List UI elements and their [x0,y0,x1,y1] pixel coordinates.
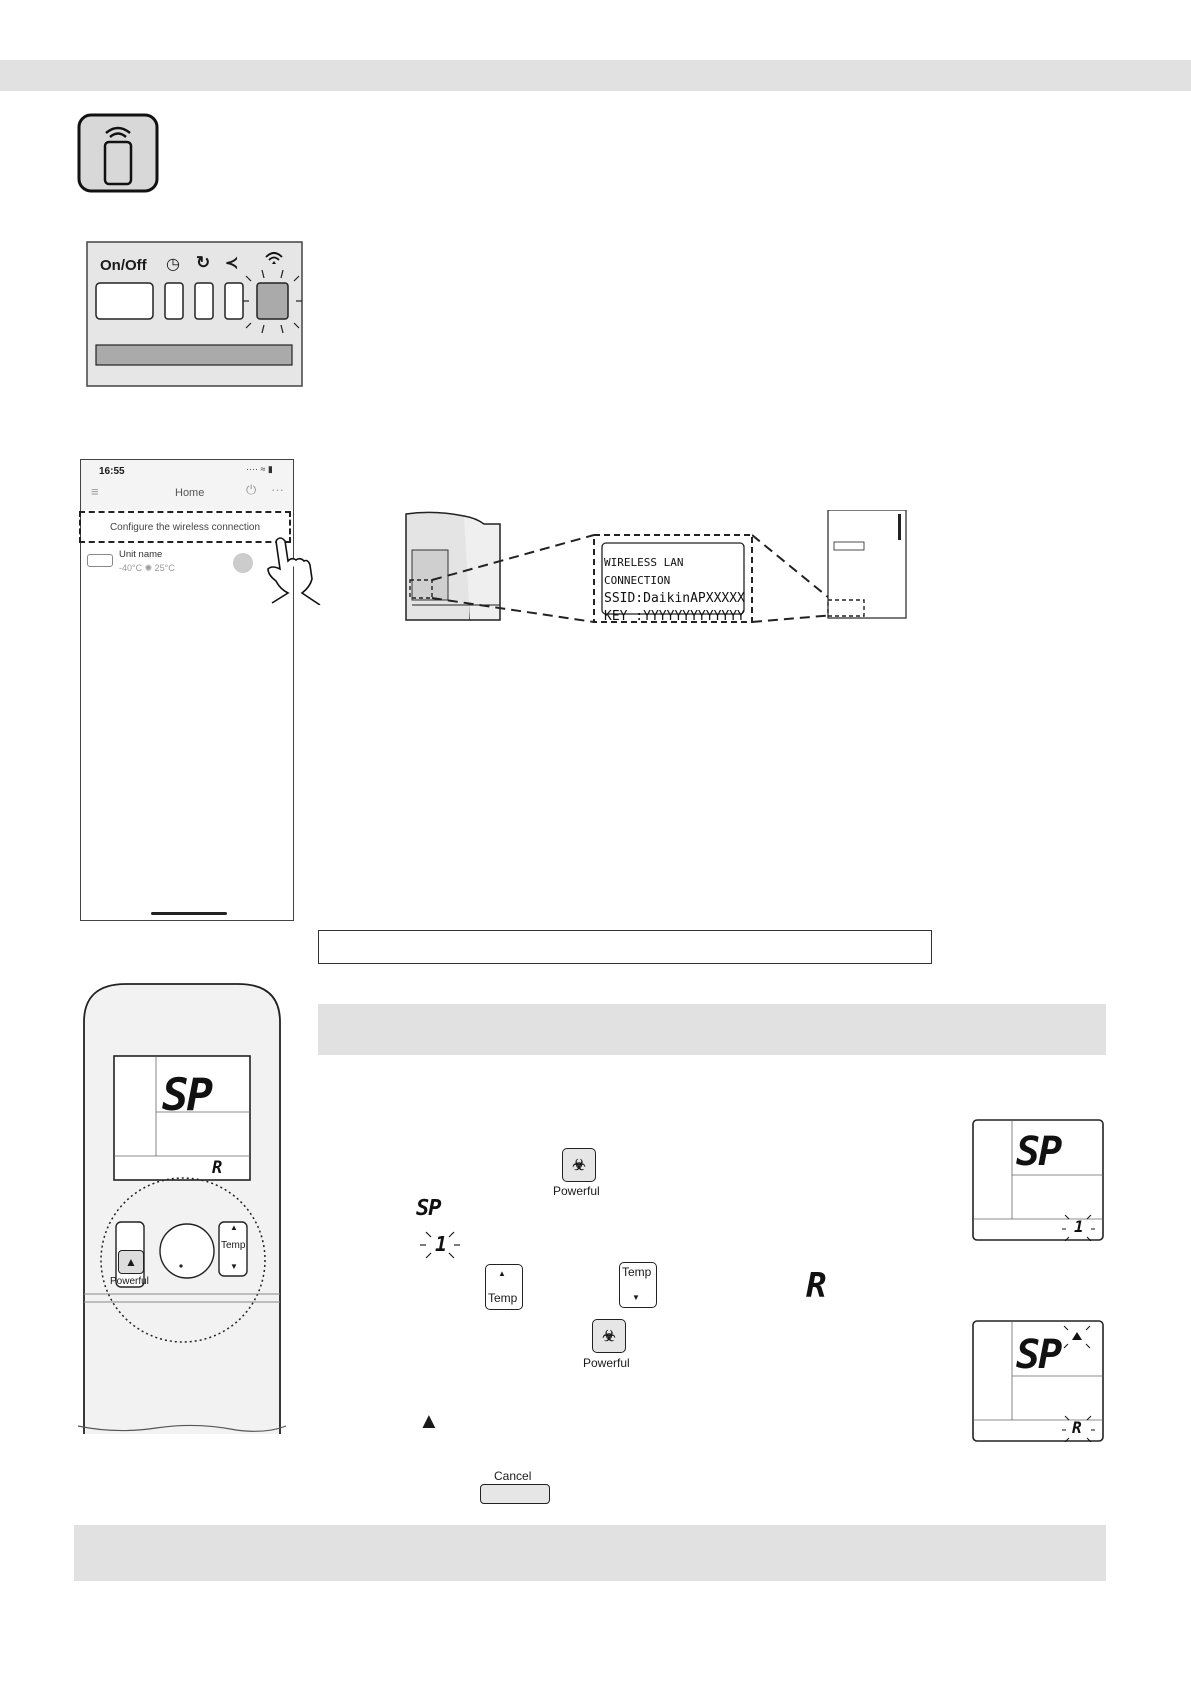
section-bar [318,1004,1106,1055]
cancel-button[interactable] [480,1484,550,1504]
lcd-b-sub: R [1072,1418,1082,1437]
indoor-unit-label-illustration [404,510,907,630]
footer-bar [74,1525,1106,1581]
power-icon[interactable]: ⏻ [246,482,257,497]
step-temp-down-button[interactable] [619,1262,657,1308]
refresh-icon: ↻ [196,253,211,272]
powerful-button[interactable]: ▲ [118,1250,144,1274]
wifi-icon [264,250,284,273]
step-temp-down-label: Temp [622,1265,652,1279]
step-one-symbol: 1 [435,1232,448,1256]
step-powerful-button-2[interactable]: ☣ [592,1319,628,1355]
hand-pointer-icon [262,535,322,610]
step-powerful-label-1: Powerful [553,1184,600,1198]
cancel-label: Cancel [494,1469,532,1483]
remote-display-sub: R [212,1158,223,1178]
smartphone-wifi-icon [76,112,160,194]
configure-wireless-banner[interactable] [79,511,291,543]
remote-powerful-label: Powerful [110,1276,149,1287]
phone-time: 16:55 [99,466,125,477]
remote-controller [76,982,288,1434]
lcd-display-b [972,1320,1104,1442]
indoor-unit-panel [86,241,303,387]
temp-down-icon[interactable]: ▼ [230,1262,238,1271]
lcd-display-a [972,1119,1104,1241]
unit-name: Unit name [119,549,163,560]
temp-down-arrow-icon: ▼ [632,1293,640,1302]
onoff-label: On/Off [100,257,147,274]
configure-wireless-text: Configure the wireless connection [109,521,261,533]
step-a-symbol: R [806,1266,827,1306]
wlan-label-line1: WIRELESS LAN CONNECTION [604,556,684,587]
note-frame [318,930,932,964]
wlan-ssid: SSID:DaikinAPXXXXX [604,591,745,606]
wlan-key: KEY :YYYYYYYYYYYYY [604,609,745,624]
lcd-a-sub: 1 [1074,1217,1084,1236]
remote-temp-label: Temp [221,1240,246,1251]
step-blinking-one [418,1228,462,1262]
phone-title: Home [175,487,205,499]
unit-toggle-icon[interactable] [233,553,253,573]
step-powerful-label-2: Powerful [583,1356,630,1370]
temp-up-arrow-icon: ▲ [498,1269,506,1278]
menu-icon[interactable]: ≡ [91,484,99,499]
step-temp-up-button[interactable] [485,1264,523,1310]
step-sp-symbol: SP [416,1196,441,1221]
phone-app-screen [80,459,294,921]
step-powerful-button-1[interactable]: ☣ [562,1148,598,1184]
step-temp-up-label: Temp [488,1291,518,1305]
temp-up-icon[interactable]: ▲ [230,1223,238,1232]
triangle-up-icon: ▲ [418,1408,440,1433]
econo-icon: ≺ [225,255,239,272]
lcd-b-main: SP [1016,1332,1061,1378]
home-indicator [151,912,227,915]
timer-icon: ◷ [166,256,180,273]
air-conditioner-icon [87,554,113,567]
header-bar [0,60,1191,91]
unit-status: -40°C ✺ 25°C [119,563,175,573]
remote-display-main: SP [162,1070,211,1121]
status-icons: ···· ≈ ▮ [246,464,273,474]
more-icon[interactable]: ··· [271,482,284,497]
lcd-a-main: SP [1016,1129,1061,1175]
